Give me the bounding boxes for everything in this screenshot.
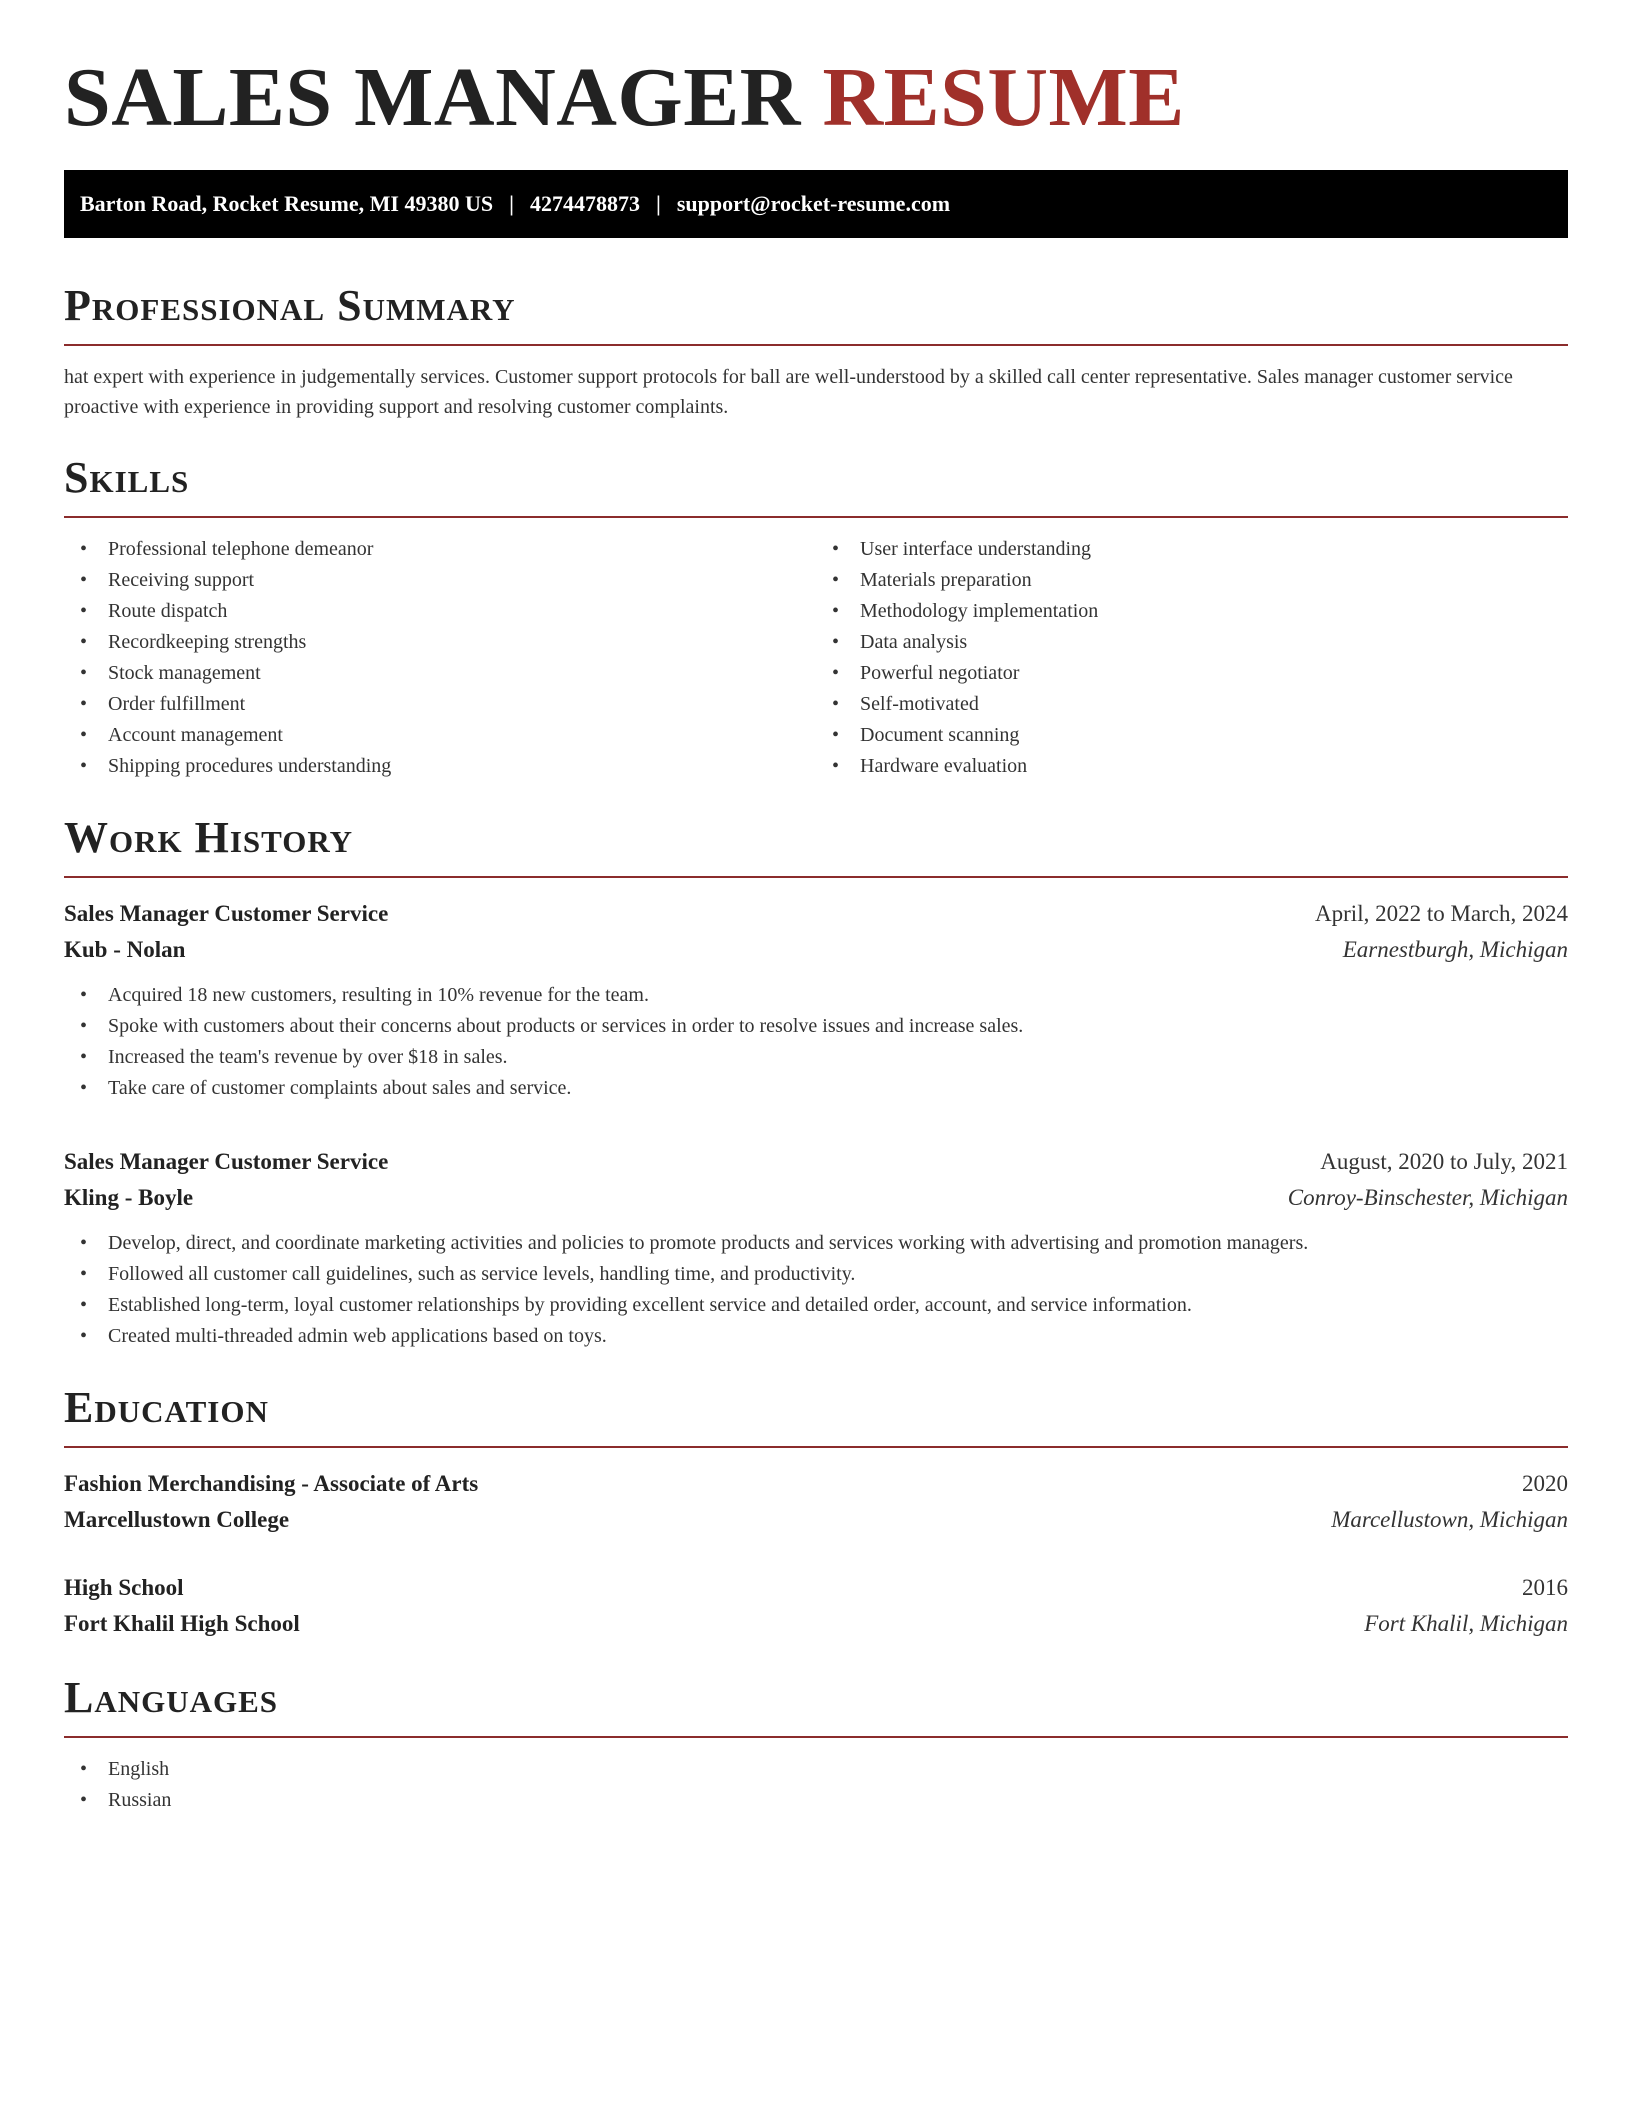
languages-heading: Languages [64, 1673, 279, 1722]
contact-separator: | [655, 191, 661, 216]
skills-section [64, 453, 1568, 782]
job-dates: August, 2020 to July, 2021 [1320, 1149, 1568, 1174]
education-location: Marcellustown, Michigan [1331, 1507, 1568, 1532]
job-bullet: • Develop, direct, and coordinate marketing activities and policies to promote products and services working with advertising and promotion managers. [64, 1228, 1568, 1259]
page-title [64, 51, 1568, 144]
education-school: Marcellustown College [64, 1507, 290, 1532]
job-entry [64, 896, 1568, 1104]
education-entry [64, 1466, 1568, 1538]
work-history-section [64, 813, 1568, 1352]
job-title: Sales Manager Customer Service [64, 901, 389, 926]
skill-item: • Order fulfillment [64, 689, 816, 720]
work-history-heading: Work History [64, 813, 354, 862]
job-bullet: • Increased the team's revenue by over $18 in sales. [64, 1042, 1568, 1073]
job-company: Kling - Boyle [64, 1185, 194, 1210]
skill-item: • Account management [64, 720, 816, 751]
education-year: 2020 [1522, 1471, 1568, 1496]
skill-item: • User interface understanding [816, 534, 1568, 565]
language-item: • English [64, 1754, 1568, 1785]
education-heading: Education [64, 1383, 269, 1432]
job-title: Sales Manager Customer Service [64, 1149, 389, 1174]
summary-section [64, 281, 1568, 422]
title-accent: RESUME [822, 51, 1185, 144]
summary-heading: Professional Summary [64, 281, 516, 330]
education-degree: High School [64, 1575, 184, 1600]
section-divider [64, 344, 1568, 346]
skill-item: • Stock management [64, 658, 816, 689]
job-bullet: • Followed all customer call guidelines, such as service levels, handling time, and productivity. [64, 1259, 1568, 1290]
skill-item: • Data analysis [816, 627, 1568, 658]
section-divider [64, 876, 1568, 878]
education-degree: Fashion Merchandising - Associate of Arts [64, 1471, 479, 1496]
education-location: Fort Khalil, Michigan [1364, 1611, 1568, 1636]
contact-bar [64, 170, 1568, 238]
job-company: Kub - Nolan [64, 937, 186, 962]
education-year: 2016 [1522, 1575, 1568, 1600]
languages-list [64, 1754, 1568, 1816]
section-divider [64, 1736, 1568, 1738]
job-bullet: • Created multi-threaded admin web applications based on toys. [64, 1321, 1568, 1352]
education-section [64, 1383, 1568, 1642]
skill-item: • Self-motivated [816, 689, 1568, 720]
job-entry [64, 1144, 1568, 1352]
skill-item: • Professional telephone demeanor [64, 534, 816, 565]
education-school: Fort Khalil High School [64, 1611, 300, 1636]
skill-item: • Methodology implementation [816, 596, 1568, 627]
languages-section [64, 1673, 1568, 1816]
skill-item: • Materials preparation [816, 565, 1568, 596]
job-bullet: • Acquired 18 new customers, resulting in 10% revenue for the team. [64, 980, 1568, 1011]
contact-phone: 4274478873 [529, 191, 640, 216]
skills-list-right [816, 534, 1568, 782]
skills-heading: Skills [64, 453, 190, 502]
skills-grid [64, 534, 1568, 782]
job-bullets [64, 1228, 1568, 1352]
skill-item: • Receiving support [64, 565, 816, 596]
job-bullet: • Take care of customer complaints about sales and service. [64, 1073, 1568, 1104]
job-location: Conroy-Binschester, Michigan [1287, 1185, 1568, 1210]
job-bullets [64, 980, 1568, 1104]
skill-item: • Powerful negotiator [816, 658, 1568, 689]
skill-item: • Shipping procedures understanding [64, 751, 816, 782]
skill-item: • Route dispatch [64, 596, 816, 627]
section-divider [64, 516, 1568, 518]
job-bullet: • Established long-term, loyal customer relationships by providing excellent service and detailed order, account, and service information. [64, 1290, 1568, 1321]
title-main: SALES MANAGER [64, 51, 801, 144]
contact-email: support@rocket-resume.com [676, 191, 951, 216]
education-entry [64, 1570, 1568, 1642]
skill-item: • Hardware evaluation [816, 751, 1568, 782]
contact-separator: | [509, 191, 514, 216]
job-dates: April, 2022 to March, 2024 [1315, 901, 1568, 926]
skill-item: • Document scanning [816, 720, 1568, 751]
job-bullet: • Spoke with customers about their concerns about products or services in order to resolve issues and increase sales. [64, 1011, 1568, 1042]
contact-address: Barton Road, Rocket Resume, MI 49380 US [80, 191, 494, 216]
section-divider [64, 1446, 1568, 1448]
summary-text: hat expert with experience in judgementally services. Customer support protocols for ball are well-understood by a skilled call center representative. Sales manager customer service proactive with experience in providing support and resolving customer complaints. [64, 366, 1513, 418]
job-location: Earnestburgh, Michigan [1342, 937, 1568, 962]
skill-item: • Recordkeeping strengths [64, 627, 816, 658]
skills-list-left [64, 534, 816, 782]
language-item: • Russian [64, 1785, 1568, 1816]
